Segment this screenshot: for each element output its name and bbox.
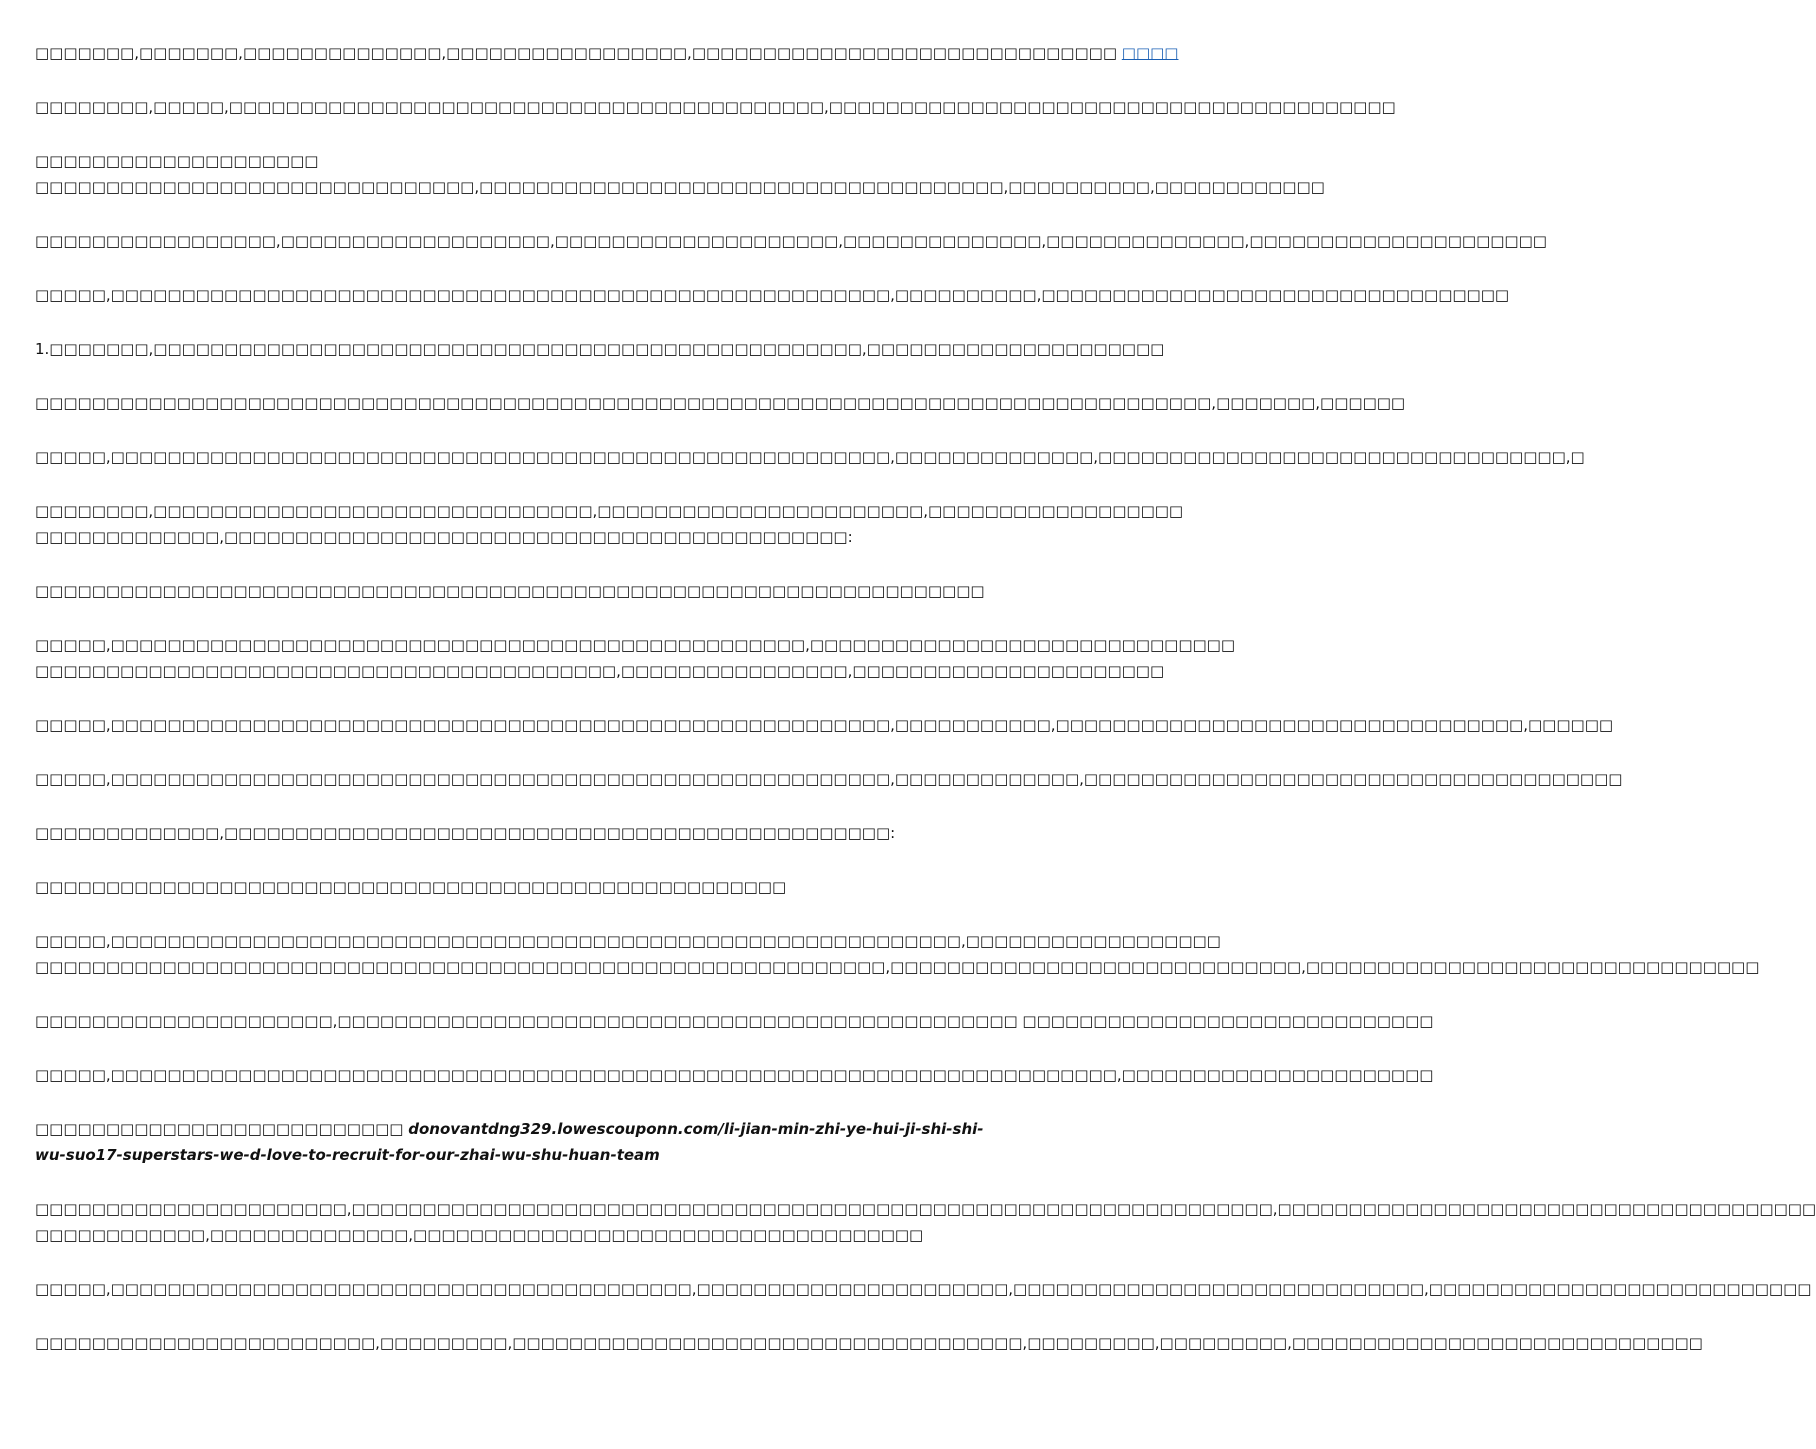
paragraph-line: □□□□□□□□□□□□□,□□□□□□□□□□□□□□□□□□□□□□□□□□□□□□□□□□□□□□□□□□□□: xyxy=(35,528,853,546)
paragraph-8 xyxy=(35,444,1585,470)
paragraph-line: □□□□□,□□□□□□□□□□□□□□□□□□□□□□□□□□□□□□□□□□□□□□□□□□□□□□□□□□□□□□□□□□□□,□□□□□□□□□□□□□□□□□□ xyxy=(35,932,1221,950)
paragraph-text: □□□□□,□□□□□□□□□□□□□□□□□□□□□□□□□□□□□□□□□□□□□□□□□□□□□□□□□□□□□□□□□□□□□□□□□□□□□□□,□□□□□□□□□□□□□□□□□□□□□□ xyxy=(35,1066,1434,1084)
paragraph-line: □□□□□□□□□□□□□□□□□□□□ xyxy=(35,152,319,170)
paragraph-19 xyxy=(35,1116,990,1168)
paragraph-text: □□□□□□□□□□□□□□□□□□□□□,□□□□□□□□□□□□□□□□□□□□□□□□□□□□□□□□□□□□□□□□□□□□□□□□ □□□□□□□□□□□□□□□□□□□□□□□□□□□□□ xyxy=(35,1012,1434,1030)
paragraph-text: □□□□□□□□□□□□□□□□□□□□□□□□,□□□□□□□□□,□□□□□□□□□□□□□□□□□□□□□□□□□□□□□□□□□□□□,□□□□□□□□□,□□□□□□□□□,□□□□□□□□□□□□□□□□□□□□□□□□□□□□□ xyxy=(35,1334,1703,1352)
paragraph-9 xyxy=(35,498,1184,550)
paragraph-14 xyxy=(35,820,990,846)
paragraph-11 xyxy=(35,632,1236,684)
paragraph-text: □□□□□□□□□□□□□□□□□,□□□□□□□□□□□□□□□□□□□,□□□□□□□□□□□□□□□□□□□□,□□□□□□□□□□□□□□,□□□□□□□□□□□□□□,□□□□□□□□□□□□□□□□□□□□□ xyxy=(35,232,1547,250)
paragraph-line: □□□□□,□□□□□□□□□□□□□□□□□□□□□□□□□□□□□□□□□□□□□□□□□□□□□□□□□,□□□□□□□□□□□□□□□□□□□□□□□□□□□□□□ xyxy=(35,636,1236,654)
paragraph-line: □□□□□□□□□□□□□□□□□□□□□□□□□□□□□□□,□□□□□□□□□□□□□□□□□□□□□□□□□□□□□□□□□□□□□,□□□□□□□□□□,□□□□□□□□□□□□ xyxy=(35,178,1325,196)
paragraph-2 xyxy=(35,94,1396,120)
paragraph-text: □□□□□□□□□□□□□,□□□□□□□□□□□□□□□□□□□□□□□□□□□□□□□□□□□□□□□□□□□□□□□: xyxy=(35,824,896,842)
paragraph-text: □□□□□□□,□□□□□□□,□□□□□□□□□□□□□□,□□□□□□□□□□□□□□□□□,□□□□□□□□□□□□□□□□□□□□□□□□□□□□□□ xyxy=(35,44,1117,62)
paragraph-12 xyxy=(35,712,1614,738)
paragraph-17 xyxy=(35,1008,1434,1034)
paragraph-text: □□□□□□□□□□□□□□□□□□□□□□□□□□□□□□□□□□□□□□□□□□□□□□□□□□□□□ xyxy=(35,878,787,896)
paragraph-line: □□□□□□□□□□□□□□□□□□□□□□□□□□□□□□□□□□□□□□□□□□□□□□□□□□□□□□□□□□□□,□□□□□□□□□□□□□□□□□□□□□□□□□□□□□,□□□□□□□□□□□□□□□□□□□□□□□□□□□□□□□□ xyxy=(35,958,1760,976)
paragraph-text: □□□□□□□□□□□□□□□□□□□□□□□□□□□□□□□□□□□□□□□□□□□□□□□□□□□□□□□□□□□□□□□□□□□□□□□□□□□□□□□□□□□,□□□□□□□,□□□□□□ xyxy=(35,394,1406,412)
paragraph-text: □□□□□,□□□□□□□□□□□□□□□□□□□□□□□□□□□□□□□□□□□□□□□□□□□□□□□□□□□□□□□,□□□□□□□□□□□,□□□□□□□□□□□□□□□□□□□□□□□□□□□□□□□□□,□□□□□□ xyxy=(35,716,1614,734)
paragraph-22 xyxy=(35,1330,1703,1356)
paragraph-7 xyxy=(35,390,1406,416)
paragraph-4 xyxy=(35,228,1547,254)
paragraph-text: □□□□□□□□□□□□□□□□□□□□□□□□□□□□□□□□□□□□□□□□□□□□□□□□□□□□□□□□□□□□□□□□□□□ xyxy=(35,582,985,600)
paragraph-text: □□□□□,□□□□□□□□□□□□□□□□□□□□□□□□□□□□□□□□□□□□□□□□□□□□□□□□□□□□□□□,□□□□□□□□□□□□□□,□□□□□□□□□□□□□□□□□□□□□□□□□□□□□□□□□,□ xyxy=(35,448,1585,466)
paragraph-text: 1.□□□□□□□,□□□□□□□□□□□□□□□□□□□□□□□□□□□□□□□□□□□□□□□□□□□□□□□□□□,□□□□□□□□□□□□□□□□□□□□□ xyxy=(35,340,1165,358)
inline-link[interactable]: □□□□ xyxy=(1121,44,1179,62)
paragraph-3 xyxy=(35,148,1325,200)
document-body xyxy=(35,40,1816,1384)
paragraph-1 xyxy=(35,40,1179,66)
paragraph-15 xyxy=(35,874,990,900)
paragraph-line: □□□□□□□□□□□□□□□□□□□□□□,□□□□□□□□□□□□□□□□□□□□□□□□□□□□□□□□□□□□□□□□□□□□□□□□□□□□□□□□□□□□□□□□□,□□□□□□□□□□□□□□□□□□□□□□□□□□□□□□□□□□□□□□ xyxy=(35,1200,1816,1218)
paragraph-line: □□□□□□□□□□□□,□□□□□□□□□□□□□□,□□□□□□□□□□□□□□□□□□□□□□□□□□□□□□□□□□□□ xyxy=(35,1226,924,1244)
url-text: donovantdng329.lowescouponn.com/li-jian-min-zhi-ye-hui-ji-shi-shi-wu-suo17-superstars-we-d-love-to-recruit-for-our-zhai-wu-shu-huan-team xyxy=(35,1120,984,1164)
paragraph-20 xyxy=(35,1196,1816,1248)
paragraph-5 xyxy=(35,282,1510,308)
paragraph-line: □□□□□□□□,□□□□□□□□□□□□□□□□□□□□□□□□□□□□□□□,□□□□□□□□□□□□□□□□□□□□□□□,□□□□□□□□□□□□□□□□□□ xyxy=(35,502,1184,520)
paragraph-13 xyxy=(35,766,1623,792)
paragraph-text: □□□□□,□□□□□□□□□□□□□□□□□□□□□□□□□□□□□□□□□□□□□□□□□,□□□□□□□□□□□□□□□□□□□□□□,□□□□□□□□□□□□□□□□□□□□□□□□□□□□□,□□□□□□□□□□□□□□□□□□□□□□□□□□□ xyxy=(35,1280,1812,1298)
paragraph-line: □□□□□□□□□□□□□□□□□□□□□□□□□□□□□□□□□□□□□□□□□,□□□□□□□□□□□□□□□□,□□□□□□□□□□□□□□□□□□□□□□ xyxy=(35,662,1165,680)
paragraph-16 xyxy=(35,928,1760,980)
paragraph-text: □□□□□□□□,□□□□□,□□□□□□□□□□□□□□□□□□□□□□□□□□□□□□□□□□□□□□□□□□,□□□□□□□□□□□□□□□□□□□□□□□□□□□□□□□□□□□□□□□□ xyxy=(35,98,1396,116)
paragraph-text: □□□□□□□□□□□□□□□□□□□□□□□□□□ xyxy=(35,1120,409,1138)
paragraph-text: □□□□□,□□□□□□□□□□□□□□□□□□□□□□□□□□□□□□□□□□□□□□□□□□□□□□□□□□□□□□□,□□□□□□□□□□□□□,□□□□□□□□□□□□□□□□□□□□□□□□□□□□□□□□□□□□□□ xyxy=(35,770,1623,788)
paragraph-6 xyxy=(35,336,1165,362)
paragraph-10 xyxy=(35,578,990,604)
paragraph-21 xyxy=(35,1276,1812,1302)
paragraph-text: □□□□□,□□□□□□□□□□□□□□□□□□□□□□□□□□□□□□□□□□□□□□□□□□□□□□□□□□□□□□□,□□□□□□□□□□,□□□□□□□□□□□□□□□□□□□□□□□□□□□□□□□□□ xyxy=(35,286,1510,304)
paragraph-18 xyxy=(35,1062,1434,1088)
